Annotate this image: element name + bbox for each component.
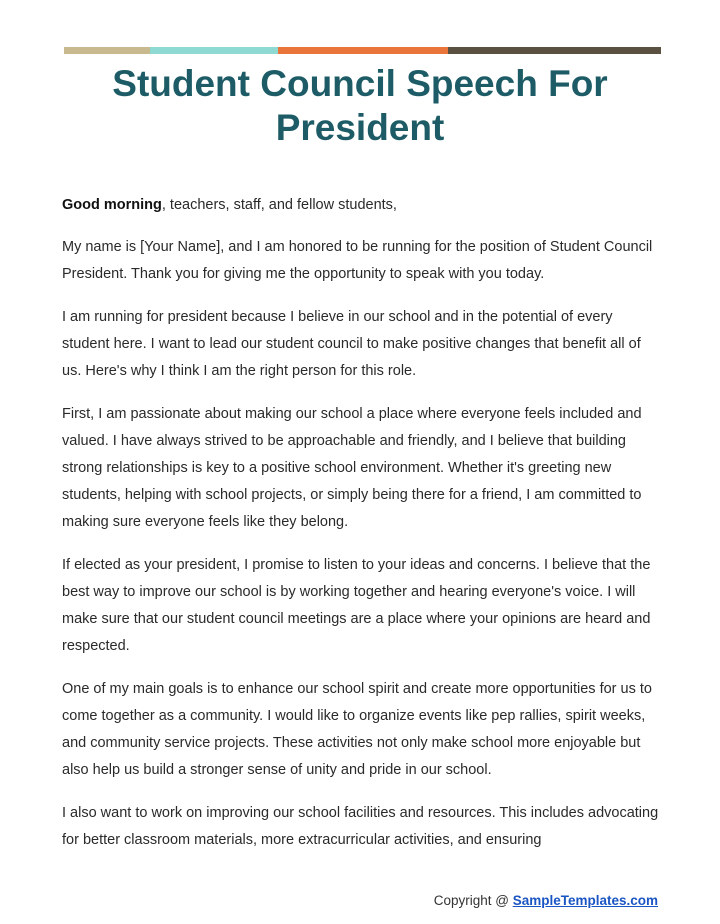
paragraph-school-spirit: One of my main goals is to enhance our school spirit and create more opportunities for us to come together as a community. I would like to organize events like pep rallies, spirit weeks, and community service projects. These activities not only make school more enjoyable but also help us build a stronger sense of unity and pride in our school. (62, 681, 652, 778)
greeting-bold: Good morning (62, 197, 162, 213)
color-bar-segment-tan (64, 47, 150, 54)
copyright-footer (434, 893, 658, 908)
color-bar-segment-orange (278, 47, 448, 54)
paragraph-inclusion: First, I am passionate about making our school a place where everyone feels included and valued. I have always strived to be approachable and friendly, and I believe that building strong relationships is key to a positive school environment. Whether it's greeting new students, helping with school projects, or simply being there for a friend, I am committed to making sure everyone feels like they belong. (62, 406, 642, 530)
color-bar-segment-brown (448, 47, 661, 54)
title-line-1: Student Council Speech For (112, 63, 608, 104)
header-color-bar (64, 47, 661, 54)
copyright-text: Copyright @ (433, 893, 513, 908)
document-title (60, 62, 660, 150)
greeting-paragraph (62, 192, 662, 219)
paragraph-reason: I am running for president because I believe in our school and in the potential of every student here. I want to lead our student council to make positive changes that benefit all of us. Here's why I think I am the right person for this role. (62, 309, 641, 379)
color-bar-segment-teal (150, 47, 278, 54)
paragraph-introduction: My name is [Your Name], and I am honored to be running for the position of Student Council President. Thank you for giving me the opportunity to speak with you today. (62, 239, 653, 282)
title-line-2: President (275, 107, 445, 148)
paragraph-promise: If elected as your president, I promise to listen to your ideas and concerns. I believe that the best way to improve our school is by working together and hearing everyone's voice. I will make sure that our student council meetings are a place where your opinions are heard and respected. (62, 557, 651, 654)
brand-link[interactable]: SampleTemplates.com (512, 893, 658, 908)
paragraph-facilities: I also want to work on improving our school facilities and resources. This includes advocating for better classroom materials, more extracurricular activities, and ensuring (62, 805, 659, 848)
greeting-rest: , teachers, staff, and fellow students, (161, 197, 397, 213)
speech-body (62, 192, 662, 870)
